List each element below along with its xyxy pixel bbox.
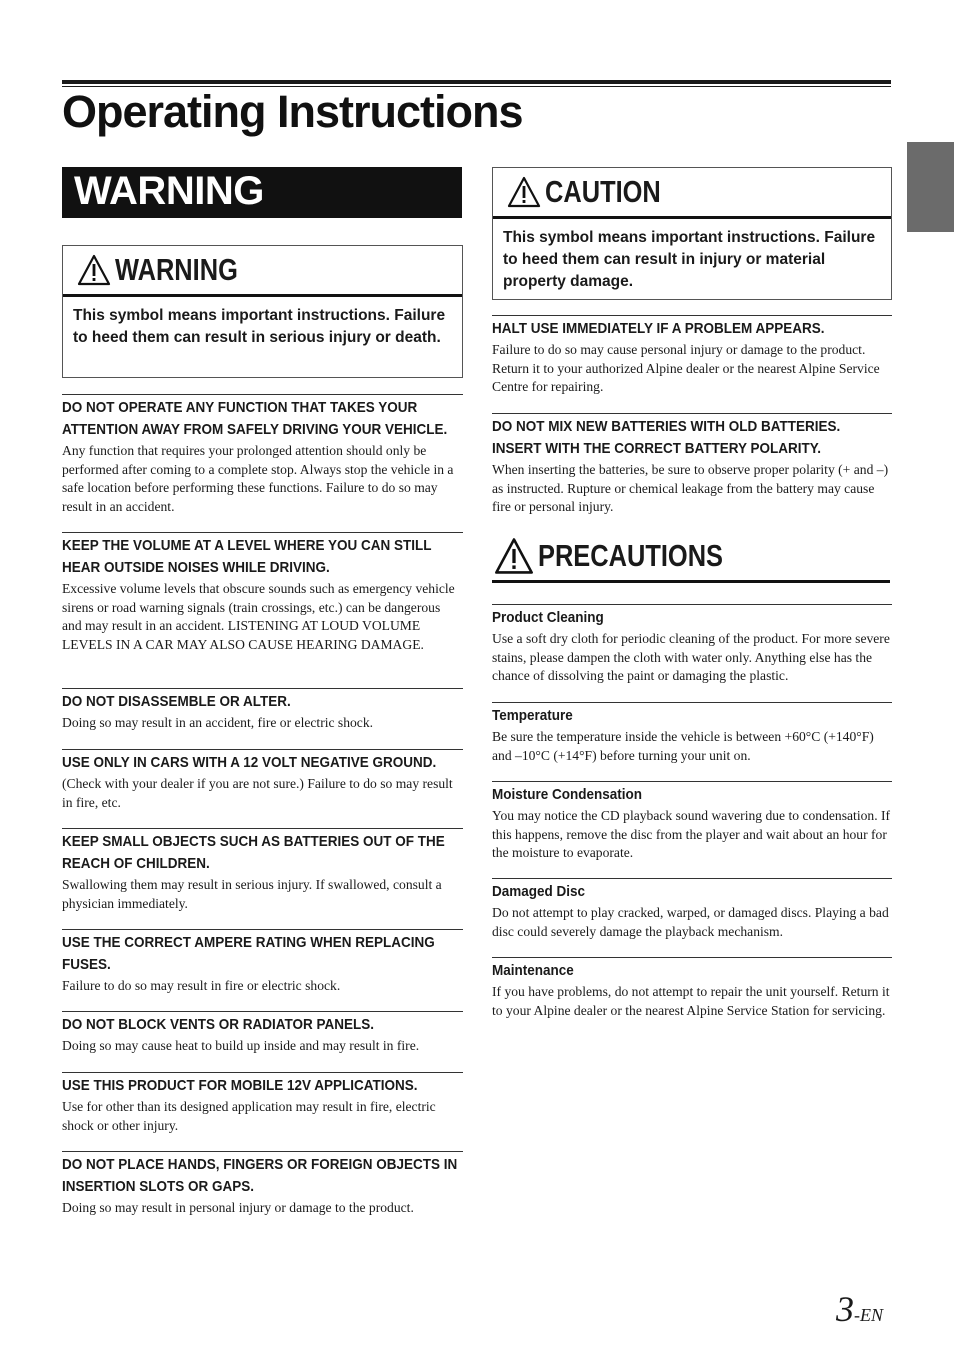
warning-box-header: [63, 246, 462, 297]
precautions-heading: PRECAUTIONS: [538, 538, 724, 573]
section-heading: USE THIS PRODUCT FOR MOBILE 12V APPLICATIONS.: [62, 1077, 418, 1094]
warning-triangle-icon: [507, 176, 541, 208]
section-heading: DO NOT BLOCK VENTS OR RADIATOR PANELS.: [62, 1016, 375, 1033]
section-heading: Moisture Condensation: [492, 786, 643, 803]
section-heading: KEEP SMALL OBJECTS SUCH AS BATTERIES OUT OF THE REACH OF CHILDREN.: [62, 833, 445, 872]
section-body: Failure to do so may result in fire or electric shock.: [62, 978, 341, 993]
section-heading: DO NOT DISASSEMBLE OR ALTER.: [62, 693, 291, 710]
warning-section: [62, 929, 463, 996]
caution-section: [492, 413, 892, 517]
section-heading: USE ONLY IN CARS WITH A 12 VOLT NEGATIVE GROUND.: [62, 754, 437, 771]
warning-banner: WARNING: [62, 167, 462, 218]
section-body: Any function that requires your prolonged attention should only be performed after coming to a complete stop. Always stop the vehicle in a safe location before performing these functions. Failure to do so may result in an accident.: [62, 443, 454, 514]
page-number: [836, 1288, 883, 1330]
section-body: Excessive volume levels that obscure sounds such as emergency vehicle sirens or road warning signals (train crossings, etc.) can be dangerous and may result in an accident. LISTENING AT LOUD VOLUME LEVELS IN A CAR MAY ALSO CAUSE HEARING DAMAGE.: [62, 581, 455, 652]
section-heading: USE THE CORRECT AMPERE RATING WHEN REPLACING FUSES.: [62, 934, 435, 973]
warning-section: [62, 749, 463, 812]
section-heading: HALT USE IMMEDIATELY IF A PROBLEM APPEARS.: [492, 320, 825, 337]
section-heading: Damaged Disc: [492, 883, 586, 900]
precaution-section: [492, 878, 892, 941]
warning-section: [62, 394, 463, 516]
caution-box-text: This symbol means important instructions. Failure to heed them can result in injury or material property damage.: [503, 229, 876, 290]
section-body: Failure to do so may cause personal injury or damage to the product. Return it to your authorized Alpine dealer or the nearest Alpine Service Centre for repairing.: [492, 342, 880, 395]
section-tab: [907, 142, 954, 232]
section-body: (Check with your dealer if you are not sure.) Failure to do so may result in fire, etc.: [62, 776, 453, 810]
section-heading: DO NOT PLACE HANDS, FINGERS OR FOREIGN OBJECTS IN INSERTION SLOTS OR GAPS.: [62, 1156, 458, 1195]
warning-triangle-icon: [77, 254, 111, 286]
section-body: You may notice the CD playback sound wavering due to condensation. If this happens, remove the disc from the player and wait about an hour for the moisture to evaporate.: [492, 808, 891, 861]
warning-box-text: This symbol means important instructions. Failure to heed them can result in serious injury or death.: [73, 307, 446, 346]
precaution-section: [492, 702, 892, 765]
section-body: Use a soft dry cloth for periodic cleaning of the product. For more severe stains, please dampen the cloth with water only. Anything else has the chance of dissolving the paint or damaging the plastic.: [492, 631, 890, 684]
section-body: Swallowing them may result in serious injury. If swallowed, consult a physician immediately.: [62, 877, 442, 911]
warning-section: [62, 688, 463, 733]
section-heading: Temperature: [492, 707, 573, 724]
section-body: When inserting the batteries, be sure to observe proper polarity (+ and –) as instructed. Rupture or chemical leakage from the battery may cause fire or personal injury.: [492, 462, 889, 515]
precaution-section: [492, 604, 892, 686]
section-heading: Product Cleaning: [492, 609, 604, 626]
warning-section: [62, 1011, 463, 1056]
section-body: If you have problems, do not attempt to repair the unit yourself. Return it to your Alpine dealer or the nearest Alpine Service Station for servicing.: [492, 984, 890, 1018]
warning-section: [62, 828, 463, 913]
precaution-section: [492, 957, 892, 1020]
section-heading: DO NOT MIX NEW BATTERIES WITH OLD BATTERIES. INSERT WITH THE CORRECT BATTERY POLARITY.: [492, 418, 841, 457]
warning-triangle-icon: [494, 537, 534, 575]
caution-box-heading: CAUTION: [545, 174, 661, 209]
warning-box-heading: WARNING: [115, 252, 238, 287]
precautions-heading-bar: [492, 532, 890, 583]
page-title: Operating Instructions: [62, 86, 523, 137]
section-body: Doing so may result in personal injury or damage to the product.: [62, 1200, 414, 1215]
warning-section: [62, 1072, 463, 1135]
section-heading: DO NOT OPERATE ANY FUNCTION THAT TAKES YOUR ATTENTION AWAY FROM SAFELY DRIVING YOUR VEHICLE.: [62, 399, 448, 438]
page-number-suffix: -EN: [854, 1305, 883, 1325]
caution-section: [492, 315, 892, 397]
warning-section: [62, 532, 463, 654]
page-number-value: 3: [836, 1289, 854, 1329]
section-body: Doing so may cause heat to build up inside and may result in fire.: [62, 1038, 420, 1053]
section-body: Be sure the temperature inside the vehicle is between +60°C (+140°F) and –10°C (+14°F) before turning your unit on.: [492, 729, 874, 763]
section-body: Doing so may result in an accident, fire or electric shock.: [62, 715, 374, 730]
section-body: Do not attempt to play cracked, warped, or damaged discs. Playing a bad disc could severely damage the playback mechanism.: [492, 905, 889, 939]
warning-section: [62, 1151, 463, 1218]
section-body: Use for other than its designed application may result in fire, electric shock or other injury.: [62, 1099, 436, 1133]
warning-box: [62, 245, 463, 378]
caution-box: [492, 167, 892, 300]
caution-box-header: [493, 168, 891, 219]
precaution-section: [492, 781, 892, 863]
section-heading: Maintenance: [492, 962, 574, 979]
section-heading: KEEP THE VOLUME AT A LEVEL WHERE YOU CAN STILL HEAR OUTSIDE NOISES WHILE DRIVING.: [62, 537, 432, 576]
